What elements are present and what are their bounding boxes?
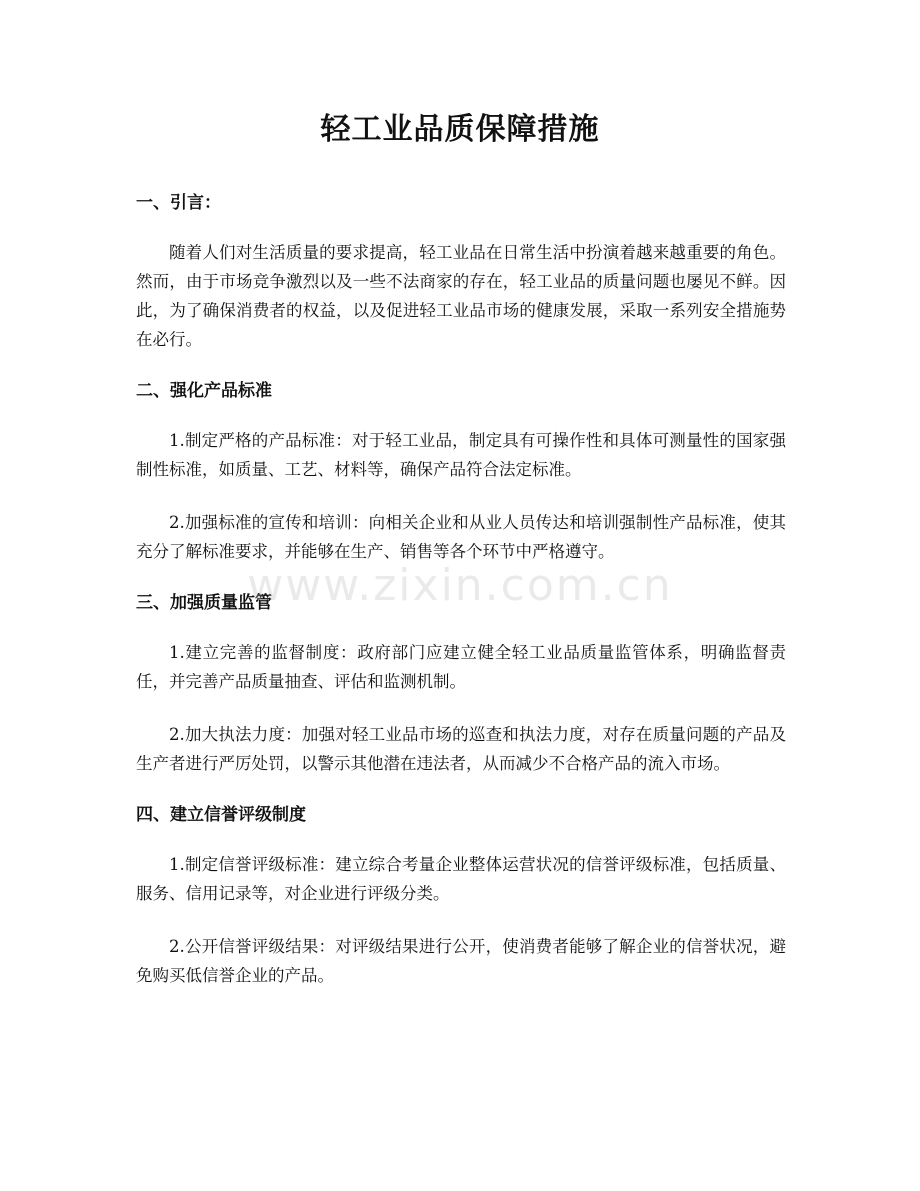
section-quality-supervision [136,590,786,778]
paragraph: 1.制定严格的产品标准：对于轻工业品，制定具有可操作性和具体可测量性的国家强制性标准，如质量、工艺、材料等，确保产品符合法定标准。 [136,431,786,479]
section-heading: 四、建立信誉评级制度 [136,805,306,825]
paragraph: 2.加强标准的宣传和培训：向相关企业和从业人员传达和培训强制性产品标准，使其充分了解标准要求，并能够在生产、销售等各个环节中严格遵守。 [136,513,786,561]
paragraph: 1.制定信誉评级标准：建立综合考量企业整体运营状况的信誉评级标准，包括质量、服务、信用记录等，对企业进行评级分类。 [136,855,786,903]
section-credit-rating [136,802,786,990]
section-heading: 一、引言： [136,193,221,213]
watermark-text: www.zixin.com.cn [247,560,673,611]
document-body [136,190,786,1014]
section-heading: 二、强化产品标准 [136,381,272,401]
paragraph: 1.建立完善的监督制度：政府部门应建立健全轻工业品质量监管体系，明确监督责任，并完善产品质量抽查、评估和监测机制。 [136,643,786,691]
paragraph: 2.加大执法力度：加强对轻工业品市场的巡查和执法力度，对存在质量问题的产品及生产者进行严厉处罚，以警示其他潜在违法者，从而减少不合格产品的流入市场。 [136,725,786,773]
document-title: 轻工业品质保障措施 [320,112,600,147]
section-heading: 三、加强质量监管 [136,593,272,613]
section-introduction [136,190,786,354]
paragraph: 2.公开信誉评级结果：对评级结果进行公开，使消费者能够了解企业的信誉状况，避免购买低信誉企业的产品。 [136,937,786,985]
paragraph: 随着人们对生活质量的要求提高，轻工业品在日常生活中扮演着越来越重要的角色。然而，由于市场竞争激烈以及一些不法商家的存在，轻工业品的质量问题也屡见不鲜。因此，为了确保消费者的权益，以及促进轻工业品市场的健康发展，采取一系列安全措施势在必行。 [136,243,786,349]
section-product-standards [136,378,786,566]
